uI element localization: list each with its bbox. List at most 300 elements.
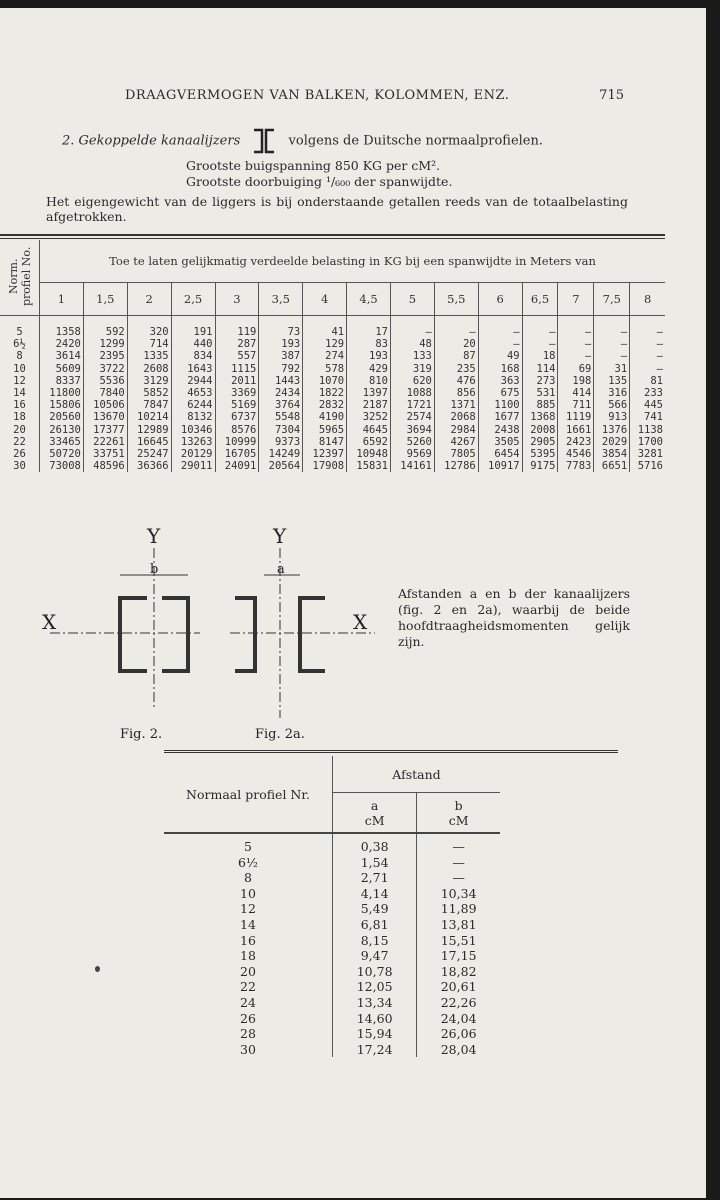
span-3: 2,5	[171, 283, 215, 316]
load-cell: 2029	[594, 436, 630, 448]
specs	[186, 158, 452, 190]
load-cell: 287	[215, 338, 259, 350]
table-row	[0, 316, 665, 339]
fig-axis-x-left: X	[42, 610, 57, 634]
load-cell: 5260	[391, 436, 435, 448]
load-cell: 133	[391, 350, 435, 362]
afs-profile-cell: 22	[240, 979, 256, 995]
load-cell: 13670	[83, 411, 127, 423]
load-cell: 7304	[259, 424, 303, 436]
span-6: 4	[303, 283, 347, 316]
load-cell: 5609	[40, 363, 84, 375]
span-11: 6,5	[522, 283, 558, 316]
afs-col-b	[417, 793, 500, 834]
afs-a-cell: 12,05	[333, 979, 417, 995]
afs-a-cell: 0,38	[333, 833, 417, 855]
load-cell: 17	[347, 316, 391, 339]
row-header-label: Norm. profiel No.	[6, 246, 33, 306]
load-cell: 81	[650, 374, 663, 387]
load-cell: —	[656, 362, 663, 375]
load-cell: 2434	[259, 387, 303, 399]
afs-b-cell: 11,89	[417, 901, 500, 917]
afs-a-cell: 15,94	[333, 1026, 417, 1042]
load-cell: 1358	[40, 316, 84, 339]
afs-b-cell: —	[417, 855, 500, 871]
load-cell: 2832	[303, 399, 347, 411]
rule-top	[0, 234, 665, 236]
load-cell: 592	[83, 316, 127, 339]
load-cell: 16705	[215, 448, 259, 460]
load-cell: 5852	[127, 387, 171, 399]
load-cell: 274	[303, 350, 347, 362]
afs-profile-cell: 10	[240, 885, 256, 901]
afs-a-cell: 4,14	[333, 886, 417, 902]
load-cell: 36366	[127, 460, 171, 472]
load-cell: 387	[259, 350, 303, 362]
load-cell: 6592	[347, 436, 391, 448]
table-row	[164, 901, 500, 917]
afs-b-cell: 13,81	[417, 917, 500, 933]
table-row	[164, 995, 500, 1011]
table-row	[0, 436, 665, 448]
load-cell: 6737	[215, 411, 259, 423]
afs-col-a-unit: cM	[364, 812, 385, 828]
load-cell: —	[558, 338, 594, 350]
book-page	[0, 8, 706, 1198]
load-table	[0, 240, 665, 472]
afs-profile-cell: 14	[240, 916, 256, 932]
afs-profile-cell: 12	[240, 901, 256, 917]
load-cell: 675	[478, 387, 522, 399]
load-cell: 73	[259, 316, 303, 339]
load-cell: 235	[434, 363, 478, 375]
load-cell: 12786	[434, 460, 478, 472]
load-cell: 20560	[40, 411, 84, 423]
load-cell: 10346	[171, 424, 215, 436]
load-cell: 2944	[171, 375, 215, 387]
load-cell: 1115	[215, 363, 259, 375]
load-cell: 14249	[259, 448, 303, 460]
section-title-suffix: volgens de Duitsche normaalprofielen.	[288, 133, 544, 149]
fig2-caption: Fig. 2.	[120, 727, 163, 742]
table-row	[0, 375, 665, 387]
load-cell: 2395	[83, 350, 127, 362]
load-cell: 1335	[127, 350, 171, 362]
load-cell: 3722	[83, 363, 127, 375]
load-cell: 87	[434, 350, 478, 362]
load-cell: 22261	[83, 436, 127, 448]
span-12: 7	[558, 283, 594, 316]
table-row	[164, 1042, 500, 1058]
load-cell: 810	[347, 375, 391, 387]
afs-b-cell: 26,06	[417, 1026, 500, 1042]
load-cell: 445	[644, 399, 663, 412]
load-cell: 3281	[637, 448, 663, 461]
load-cell: 233	[644, 387, 663, 400]
afs-profile-cell: 26	[240, 1010, 256, 1026]
afs-profile-cell: 28	[240, 1026, 256, 1042]
table-row	[0, 387, 665, 399]
load-cell: 2008	[522, 424, 558, 436]
load-cell: 319	[391, 363, 435, 375]
afs-col-a-label: a	[370, 797, 379, 813]
afs-col-b-unit: cM	[448, 812, 469, 828]
afs-col-b-label: b	[454, 797, 463, 813]
load-cell: 5965	[303, 424, 347, 436]
load-cell: 7847	[127, 399, 171, 411]
load-cell: 10214	[127, 411, 171, 423]
load-cell: 16645	[127, 436, 171, 448]
span-14: 8	[630, 283, 665, 316]
load-cell: 129	[303, 338, 347, 350]
load-cell: 3764	[259, 399, 303, 411]
load-cell: 1443	[259, 375, 303, 387]
fig2-channel-right	[162, 598, 188, 671]
load-cell: 73008	[40, 460, 84, 472]
load-cell: 4653	[171, 387, 215, 399]
load-cell: 6244	[171, 399, 215, 411]
load-cell: —	[434, 316, 478, 339]
load-cell: 119	[215, 316, 259, 339]
load-cell: 4546	[558, 448, 594, 460]
load-cell: 714	[127, 338, 171, 350]
load-cell: 17908	[303, 460, 347, 472]
load-cell: 29011	[171, 460, 215, 472]
profile-cell: 10	[0, 363, 40, 375]
table-row	[164, 886, 500, 902]
load-cell: 1070	[303, 375, 347, 387]
channel-figure	[30, 523, 390, 742]
table-row	[0, 338, 665, 350]
load-cell: 20129	[171, 448, 215, 460]
load-cell: 4645	[347, 424, 391, 436]
span-0: 1	[40, 283, 84, 316]
dim-a: a	[277, 562, 285, 577]
table-row	[164, 948, 500, 964]
load-cell: 24091	[215, 460, 259, 472]
afs-a-cell: 17,24	[333, 1042, 417, 1058]
load-cell: 7805	[434, 448, 478, 460]
table-row	[0, 399, 665, 411]
load-cell: 3694	[391, 424, 435, 436]
load-cell: 5536	[83, 375, 127, 387]
fig2a-channel-left	[235, 598, 255, 671]
load-cell: 5169	[215, 399, 259, 411]
load-cell: 1661	[558, 424, 594, 436]
load-cell: 363	[478, 375, 522, 387]
load-cell: 856	[434, 387, 478, 399]
afs-a-cell: 8,15	[333, 933, 417, 949]
load-cell: 11800	[40, 387, 84, 399]
load-cell: 69	[558, 363, 594, 375]
figure-note: Afstanden a en b der kanaalijzers (fig. 2 en 2a), waarbij de beide hoofdtraagheidsmomenten gelijk zijn.	[398, 586, 630, 649]
load-cell: 1371	[434, 399, 478, 411]
afs-b-cell: 28,04	[417, 1042, 500, 1058]
load-cell: 41	[303, 316, 347, 339]
load-cell: 1299	[83, 338, 127, 350]
afs-a-cell: 10,78	[333, 964, 417, 980]
profile-cell: 16	[0, 399, 40, 411]
load-cell: 15806	[40, 399, 84, 411]
table-row	[164, 1026, 500, 1042]
load-cell: 114	[522, 363, 558, 375]
load-cell: 10948	[347, 448, 391, 460]
load-cell: 5395	[522, 448, 558, 460]
load-cell: 885	[522, 399, 558, 411]
afs-profile-cell: 20	[240, 963, 256, 979]
load-cell: 12397	[303, 448, 347, 460]
afstand-body	[164, 833, 500, 1057]
afs-a-cell: 13,34	[333, 995, 417, 1011]
load-cell: 18	[522, 350, 558, 362]
span-2: 2	[127, 283, 171, 316]
load-cell: 913	[594, 411, 630, 423]
table-row	[164, 964, 500, 980]
load-cell: 7840	[83, 387, 127, 399]
load-cell: 834	[171, 350, 215, 362]
load-cell: 5548	[259, 411, 303, 423]
load-cell: 1368	[522, 411, 558, 423]
load-cell: 10999	[215, 436, 259, 448]
afs-a-cell: 14,60	[333, 1011, 417, 1027]
load-cell: 10506	[83, 399, 127, 411]
span-8: 5	[391, 283, 435, 316]
load-cell: 3505	[478, 436, 522, 448]
load-cell: 578	[303, 363, 347, 375]
dim-b: b	[150, 562, 159, 577]
load-cell: 620	[391, 375, 435, 387]
profile-cell: 20	[0, 424, 40, 436]
running-head: DRAAGVERMOGEN VAN BALKEN, KOLOMMEN, ENZ.	[125, 88, 510, 103]
afs-profile-cell: 16	[240, 932, 256, 948]
load-cell: 440	[171, 338, 215, 350]
load-cell: 1643	[171, 363, 215, 375]
afs-col-afstand: Afstand	[333, 756, 501, 793]
load-cell: —	[594, 316, 630, 339]
afs-b-cell: 18,82	[417, 964, 500, 980]
load-cell: 193	[259, 338, 303, 350]
load-cell: 168	[478, 363, 522, 375]
load-cell: 48	[391, 338, 435, 350]
afs-b-cell: —	[417, 870, 500, 886]
afs-profile-cell: 30	[240, 1041, 256, 1057]
load-cell: —	[391, 316, 435, 339]
profile-cell: 6½	[0, 338, 40, 350]
rule-top-thin	[0, 238, 665, 239]
load-cell: 31	[594, 363, 630, 375]
load-cell: 711	[558, 399, 594, 411]
load-cell: 20564	[259, 460, 303, 472]
load-cell: 2420	[40, 338, 84, 350]
load-cell: 2187	[347, 399, 391, 411]
table-row	[0, 460, 665, 472]
table-row	[164, 917, 500, 933]
afs-a-cell: 6,81	[333, 917, 417, 933]
table-row	[0, 424, 665, 436]
load-cell: 2574	[391, 411, 435, 423]
afstand-table	[164, 756, 500, 1057]
load-cell: —	[594, 338, 630, 350]
load-cell: 20	[434, 338, 478, 350]
profile-cell: 18	[0, 411, 40, 423]
load-cell: —	[558, 316, 594, 339]
profile-cell: 14	[0, 387, 40, 399]
load-cell: 193	[347, 350, 391, 362]
load-cell: 198	[558, 375, 594, 387]
load-cell: 741	[644, 411, 663, 424]
load-cell: 3252	[347, 411, 391, 423]
load-cell: —	[522, 316, 558, 339]
fig2a-caption: Fig. 2a.	[255, 727, 305, 742]
span-row	[0, 283, 665, 316]
afs-b-cell: 15,51	[417, 933, 500, 949]
load-cell: 1700	[637, 435, 663, 448]
load-cell: 49	[478, 350, 522, 362]
table-row	[164, 870, 500, 886]
table-row	[164, 855, 500, 871]
afs-a-cell: 5,49	[333, 901, 417, 917]
load-cell: 1721	[391, 399, 435, 411]
afs-b-cell: 10,34	[417, 886, 500, 902]
fig2a-channel-right	[300, 598, 325, 671]
load-cell: 6651	[594, 460, 630, 472]
span-5: 3,5	[259, 283, 303, 316]
span-1: 1,5	[83, 283, 127, 316]
load-cell: 2608	[127, 363, 171, 375]
profile-cell: 30	[0, 460, 40, 472]
load-cell: 557	[215, 350, 259, 362]
load-cell: 8147	[303, 436, 347, 448]
table-row	[164, 933, 500, 949]
load-cell: 2984	[434, 424, 478, 436]
load-cell: 9175	[522, 460, 558, 472]
load-cell: 2423	[558, 436, 594, 448]
load-cell: 2438	[478, 424, 522, 436]
load-cell: 8576	[215, 424, 259, 436]
fig2-channel-left	[120, 598, 147, 671]
table-row	[0, 363, 665, 375]
profile-cell: 26	[0, 448, 40, 460]
load-cell: 33465	[40, 436, 84, 448]
load-cell: 1397	[347, 387, 391, 399]
load-cell: 4190	[303, 411, 347, 423]
afs-col-profile: Normaal profiel Nr.	[164, 756, 333, 833]
load-cell: 6454	[478, 448, 522, 460]
load-cell: —	[656, 326, 663, 338]
afs-b-cell: 24,04	[417, 1011, 500, 1027]
load-cell: 1822	[303, 387, 347, 399]
span-13: 7,5	[594, 283, 630, 316]
load-cell: —	[558, 350, 594, 362]
load-cell: 3854	[594, 448, 630, 460]
load-cell: 1100	[478, 399, 522, 411]
load-cell: 48596	[83, 460, 127, 472]
load-cell: 531	[522, 387, 558, 399]
span-7: 4,5	[347, 283, 391, 316]
load-cell: 10917	[478, 460, 522, 472]
profile-cell: 5	[0, 316, 40, 339]
load-cell: 5716	[637, 460, 663, 473]
table-row	[0, 350, 665, 362]
load-cell: 476	[434, 375, 478, 387]
load-cell: 1376	[594, 424, 630, 436]
load-cell: —	[656, 338, 663, 351]
fig-axis-x-right: X	[353, 610, 368, 634]
load-cell: 9373	[259, 436, 303, 448]
load-cell: 8337	[40, 375, 84, 387]
section-title-prefix: 2. Gekoppelde kanaalijzers	[62, 133, 241, 149]
afs-a-cell: 9,47	[333, 948, 417, 964]
page-number: 715	[599, 88, 624, 103]
afs-b-cell: 22,26	[417, 995, 500, 1011]
load-cell: —	[522, 338, 558, 350]
afs-b-cell: 17,15	[417, 948, 500, 964]
rule-afstand-top	[164, 750, 618, 753]
weight-note: Het eigengewicht van de liggers is bij onderstaande getallen reeds van de totaalbelasting afgetrokken.	[46, 194, 628, 224]
spec-deflection: Grootste doorbuiging ¹/₆₀₀ der spanwijdte.	[186, 174, 453, 189]
load-cell: —	[656, 350, 663, 363]
load-cell: 1088	[391, 387, 435, 399]
load-cell: 2905	[522, 436, 558, 448]
load-cell: 9569	[391, 448, 435, 460]
load-cell: 3614	[40, 350, 84, 362]
span-10: 6	[478, 283, 522, 316]
profile-cell: 12	[0, 375, 40, 387]
table-row	[164, 1011, 500, 1027]
load-cell: 1119	[558, 411, 594, 423]
load-cell: —	[594, 350, 630, 362]
load-cell: 191	[171, 316, 215, 339]
load-cell: 566	[594, 399, 630, 411]
profile-cell: 22	[0, 436, 40, 448]
load-cell: 316	[594, 387, 630, 399]
load-cell: 7783	[558, 460, 594, 472]
fig2-axis-y: Y	[147, 524, 161, 548]
span-9: 5,5	[434, 283, 478, 316]
load-cell: 273	[522, 375, 558, 387]
afs-profile-cell: 6½	[237, 854, 259, 870]
span-header: Toe te laten gelijkmatig verdeelde belasting in KG bij een spanwijdte in Meters van	[40, 240, 666, 283]
ink-spot	[95, 966, 100, 972]
afs-a-cell: 1,54	[333, 855, 417, 871]
afs-a-cell: 2,71	[333, 870, 417, 886]
profile-cell: 8	[0, 350, 40, 362]
afs-profile-cell: 24	[240, 994, 256, 1010]
load-cell: 320	[127, 316, 171, 339]
afs-profile-cell: 8	[244, 870, 252, 886]
load-cell: —	[478, 316, 522, 339]
load-cell: 1138	[637, 423, 663, 436]
load-cell: 429	[347, 363, 391, 375]
section-title	[62, 128, 543, 154]
load-cell: 13263	[171, 436, 215, 448]
table-row	[164, 979, 500, 995]
load-cell: 2011	[215, 375, 259, 387]
load-cell: 3369	[215, 387, 259, 399]
table-row	[0, 411, 665, 423]
span-4: 3	[215, 283, 259, 316]
afs-profile-cell: 18	[240, 948, 256, 964]
load-cell: 17377	[83, 424, 127, 436]
load-cell: 4267	[434, 436, 478, 448]
afs-b-cell: —	[417, 833, 500, 855]
load-cell: 2068	[434, 411, 478, 423]
load-cell: 1677	[478, 411, 522, 423]
table-row	[0, 448, 665, 460]
load-cell: 135	[594, 375, 630, 387]
load-cell: 792	[259, 363, 303, 375]
load-body	[0, 316, 665, 473]
